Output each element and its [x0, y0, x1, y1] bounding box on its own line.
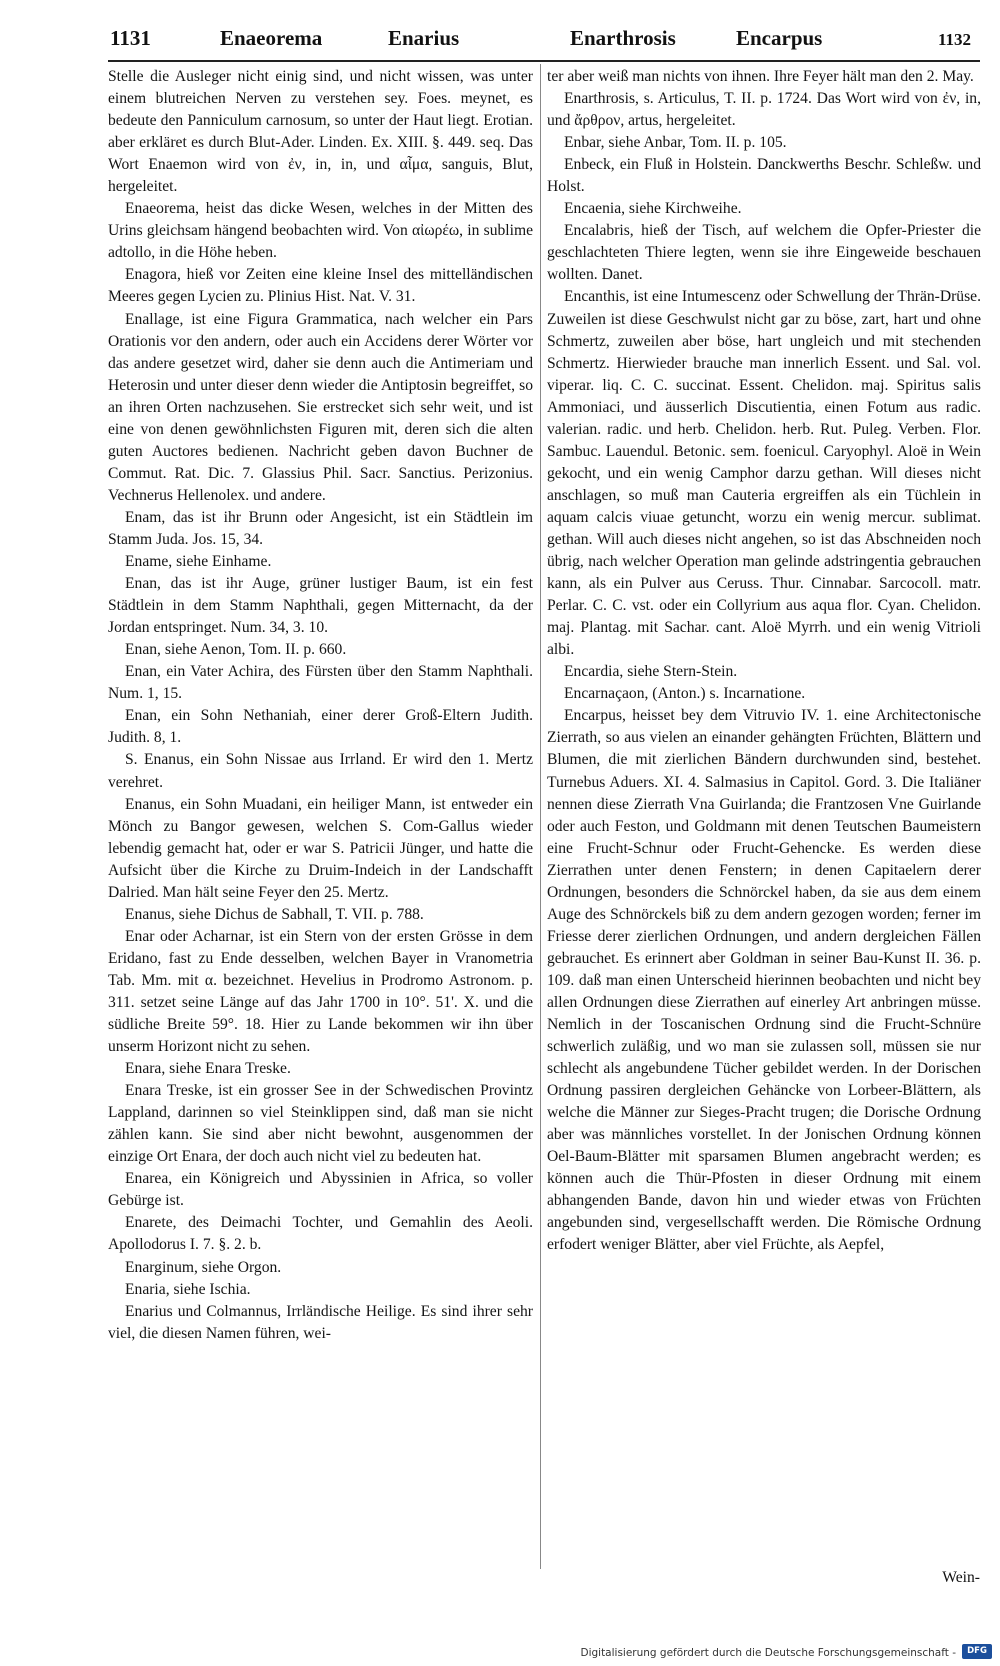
right-column-entry: Encaenia, siehe Kirchweihe. — [564, 200, 742, 218]
right-column — [547, 66, 981, 1257]
left-column-entry: Enanus, siehe Dichus de Sabhall, T. VII. p. 788. — [125, 905, 424, 923]
page-number-left: 1131 — [110, 26, 151, 50]
right-column-entry: Encalabris, hieß der Tisch, auf welchem die Opfer-Priester die geschlachteten Thiere legten, wenn sie ihre Eingeweide beschauen wollten. Danet. — [547, 222, 981, 284]
right-column-entry: Encarpus, heisset bey dem Vitruvio IV. 1. eine Architectonische Zierrath, so aus vielen an einander gehängten Früchten, Blättern und Blumen, die mit zierlichen Bändern durchwunden sind, bestehet. Turnebus Aduers. XI. 4. Salmasius in Capitol. Gord. 3. Die Italiäner nennen diese Zierrath Vna Guirlanda; die Frantzosen Vne Guirlande oder auch Feston, und Goldmann mit denen Teutschen Baumeistern eine Frucht-Schnur oder Frucht-Gehencke. Es werden diese Zierrathen unter denen Fenstern; in denen Capitaelern derer Ordnungen, besonders die Schnörckel haben, da sie aus dem einem Auge des Schnörckels biß zu dem andern gezogen worden; ferner im Friesse derer zierlichen Ordnungen, und andern dergleichen Fällen gebrauchet. Es erinnert aber Goldman in seiner Bau-Kunst II. 36. p. 109. daß man einen Unterscheid hierinnen beobachten und nicht bey allen Ordnungen diese Zierrathen auf einerley Art anbringen müsse. Nemlich in der Toscanischen Ordnung sind die Frucht-Schnüre schwerlich zuläßig, und wo man sie zulassen soll, müssen sie nur schlecht als angebundene Tücher gebildet werden. In der Dorischen Ordnung passiren dergleichen Gehäncke von Lorbeer-Blättern, als welche die Männer zur Sieges-Pracht trugen; die Dorische Ordnung aber was männliches vorstellet. In der Jonischen Ordnung können Oel-Baum-Blätter mit sparsamen Blumen angebracht werden; es können auch die Thür-Pfosten in dieser Ordnung mit einem abhangenden Bande, davon hin und wieder etwas von Früchten angebunden sind, vergesellschafft werden. Die Römische Ordnung erfodert weniger Blätter, aber viel Früchte, als Aepfel, — [547, 707, 981, 1254]
left-column-entry: Enar oder Acharnar, ist ein Stern von der ersten Grösse in dem Eridano, fast zu Ende desselben, welchen Bayer in Vranometria Tab. Mm. mit α. bezeichnet. Hevelius in Prodromo Astronom. p. 311. setzet seine Länge auf das Jahr 1700 in 10°. 51'. X. und die südliche Breite 59°. 18. Hier zu Lande bekommen wir ihn über unserm Horizont nicht zu sehen. — [108, 927, 533, 1056]
header-word-enaeorema: Enaeorema — [220, 26, 323, 50]
column-divider — [540, 64, 541, 1569]
header-rule — [108, 60, 980, 62]
running-header — [110, 22, 980, 58]
left-column-entry: Enarginum, siehe Orgon. — [125, 1258, 282, 1276]
header-word-enarthrosis: Enarthrosis — [570, 26, 676, 50]
left-column-entry: Enallage, ist eine Figura Grammatica, nach welcher ein Pars Orationis vor den andern, oder auch ein Accidens derer Wörter vor das andere gesetzet wird, daher sie denn auch die Antimeriam und Heterosin und unter dieser denn wieder die Antiptosin begreiffet, so an ihren Orten nachzusehen. Sie erstrecket sich sehr weit, und ist eine von denen gewöhnlichsten Figuren mit, deren sich die alten guten Auctores bedienen. Nachricht geben davon Buchner de Commut. Rat. Dic. 7. Glassius Phil. Sacr. Sanctius. Perizonius. Vechnerus Hellenolex. und andere. — [108, 310, 533, 504]
right-column-entry: ter aber weiß man nichts von ihnen. Ihre Feyer hält man den 2. May. — [547, 68, 974, 85]
right-column-entry: Enbar, siehe Anbar, Tom. II. p. 105. — [564, 134, 787, 152]
right-column-entry: Encardia, siehe Stern-Stein. — [564, 663, 738, 681]
dfg-logo: DFG — [962, 1644, 992, 1659]
left-column — [108, 66, 533, 1345]
right-column-entry: Enbeck, ein Fluß in Holstein. Danckwerths Beschr. Schleßw. und Holst. — [547, 156, 981, 196]
left-column-entry: Enarius und Colmannus, Irrländische Heilige. Es sind ihrer sehr viel, die diesen Namen führen, wei- — [108, 1302, 533, 1342]
left-column-entry: Enan, ein Sohn Nethaniah, einer derer Groß-Eltern Judith. Judith. 8, 1. — [108, 707, 533, 747]
left-column-entry: Enarete, des Deimachi Tochter, und Gemahlin des Aeoli. Apollodorus I. 7. §. 2. b. — [108, 1214, 533, 1254]
left-column-entry: Enarea, ein Königreich und Abyssinien in Africa, so voller Gebürge ist. — [108, 1170, 533, 1210]
header-word-encarpus: Encarpus — [736, 26, 823, 50]
left-column-entry: Enan, siehe Aenon, Tom. II. p. 660. — [125, 641, 347, 659]
header-word-enarius: Enarius — [388, 26, 460, 50]
left-column-entry: Enara Treske, ist ein grosser See in der Schwedischen Provintz Lappland, darinnen so viel Steinklippen sind, daß man sie nicht zählen kann. Sie sind aber nicht bewohnt, ausgenommen der einzige Ort Enara, der doch auch nicht viel zu bedeuten hat. — [108, 1082, 533, 1166]
left-column-entry: S. Enanus, ein Sohn Nissae aus Irrland. Er wird den 1. Mertz verehret. — [108, 751, 533, 791]
footer — [0, 1640, 1000, 1666]
left-column-entry: Enan, das ist ihr Auge, grüner lustiger Baum, ist ein fest Städtlein in dem Stamm Naphthali, gegen Mitternacht, da der Jordan entspringet. Num. 34, 3. 10. — [108, 575, 533, 637]
left-column-entry: Stelle die Ausleger nicht einig sind, und nicht wissen, was unter einem blutreichen Nerven zu verstehen sey. Foes. meynet, es bedeute den Panniculum carnosum, so unter der Haut liegt. Erotian. aber erkläret es durch Blut-Ader. Linden. Ex. XIII. §. 449. seq. Das Wort Enaemon wird von ἐν, in, in, und αἷμα, sanguis, Blut, hergeleitet. — [108, 68, 533, 196]
right-column-entry: Encarnaçaon, (Anton.) s. Incarnatione. — [564, 685, 806, 703]
catchword: Wein- — [942, 1569, 980, 1586]
right-column-entry: Enarthrosis, s. Articulus, T. II. p. 1724. Das Wort wird von ἐν, in, und ἄρθρον, artus, hergeleitet. — [547, 90, 981, 130]
left-column-entry: Enaeorema, heist das dicke Wesen, welches in der Mitten des Urins gleichsam hängend beobachten wird. Von αἰωρέω, in sublime adtollo, in die Höhe heben. — [108, 200, 533, 262]
footer-credit: Digitalisierung gefördert durch die Deutsche Forschungsgemeinschaft - — [580, 1647, 956, 1659]
right-column-entry: Encanthis, ist eine Intumescenz oder Schwellung der Thrän-Drüse. Zuweilen ist diese Geschwulst nicht gar zu böse, zart, hart und ohne Schmertz, zuweilen aber böse, hart ungleich und mit stechenden Schmertz. Hierwieder brauche man innerlich Essent. und Sal. vol. viperar. liq. C. C. succinat. Essent. Chelidon. maj. Spiritus salis Ammoniaci, und äusserlich Discutientia, einen Fotum aus radic. valerian. radic. und herb. Chelidon. herb. Rut. Puleg. Verben. Flor. Sambuc. Lauendul. Betonic. sem. foenicul. Caryophyl. Aloë in Wein gekocht, und ein wenig Camphor darzu gethan. Will dieses nicht anschlagen, so muß man Cauteria ergreiffen als ein Tüchlein in aquam calcis viuae getuncht, worzu ein wenig mercur. sublimat. gethan. Will auch dieses nicht angehen, so ist das Abschneiden noch übrig, nach welcher Operation man gelinde adstringentia gebrauchen kann, als ein Pulver aus Ceruss. Thur. Cinnabar. Sarcocoll. matr. Perlar. C. C. vst. oder ein Collyrium aus aqua flor. Cyan. Chelidon. maj. Plantag. mit Sachar. cant. Aloë Myrrh. und ein wenig Vitrioli albi. — [547, 288, 981, 659]
left-column-entry: Enaria, siehe Ischia. — [125, 1280, 251, 1298]
left-column-entry: Enagora, hieß vor Zeiten eine kleine Insel des mittelländischen Meeres gegen Lycien zu. Plinius Hist. Nat. V. 31. — [108, 266, 533, 306]
left-column-entry: Enanus, ein Sohn Muadani, ein heiliger Mann, ist entweder ein Mönch zu Bangor gewesen, welchen S. Com-Gallus wieder lebendig gemacht hat, oder er war S. Patricii Jünger, und hatte die Aufsicht über die Kirche zu Druim-Indeich in der Landschafft Dalried. Man hält seine Feyer den 25. Mertz. — [108, 795, 533, 901]
left-column-entry: Enan, ein Vater Achira, des Fürsten über den Stamm Naphthali. Num. 1, 15. — [108, 663, 533, 703]
left-column-entry: Ename, siehe Einhame. — [125, 553, 272, 571]
left-column-entry: Enara, siehe Enara Treske. — [125, 1060, 291, 1078]
page-number-right: 1132 — [938, 30, 972, 49]
left-column-entry: Enam, das ist ihr Brunn oder Angesicht, ist ein Städtlein im Stamm Juda. Jos. 15, 34. — [108, 508, 533, 548]
